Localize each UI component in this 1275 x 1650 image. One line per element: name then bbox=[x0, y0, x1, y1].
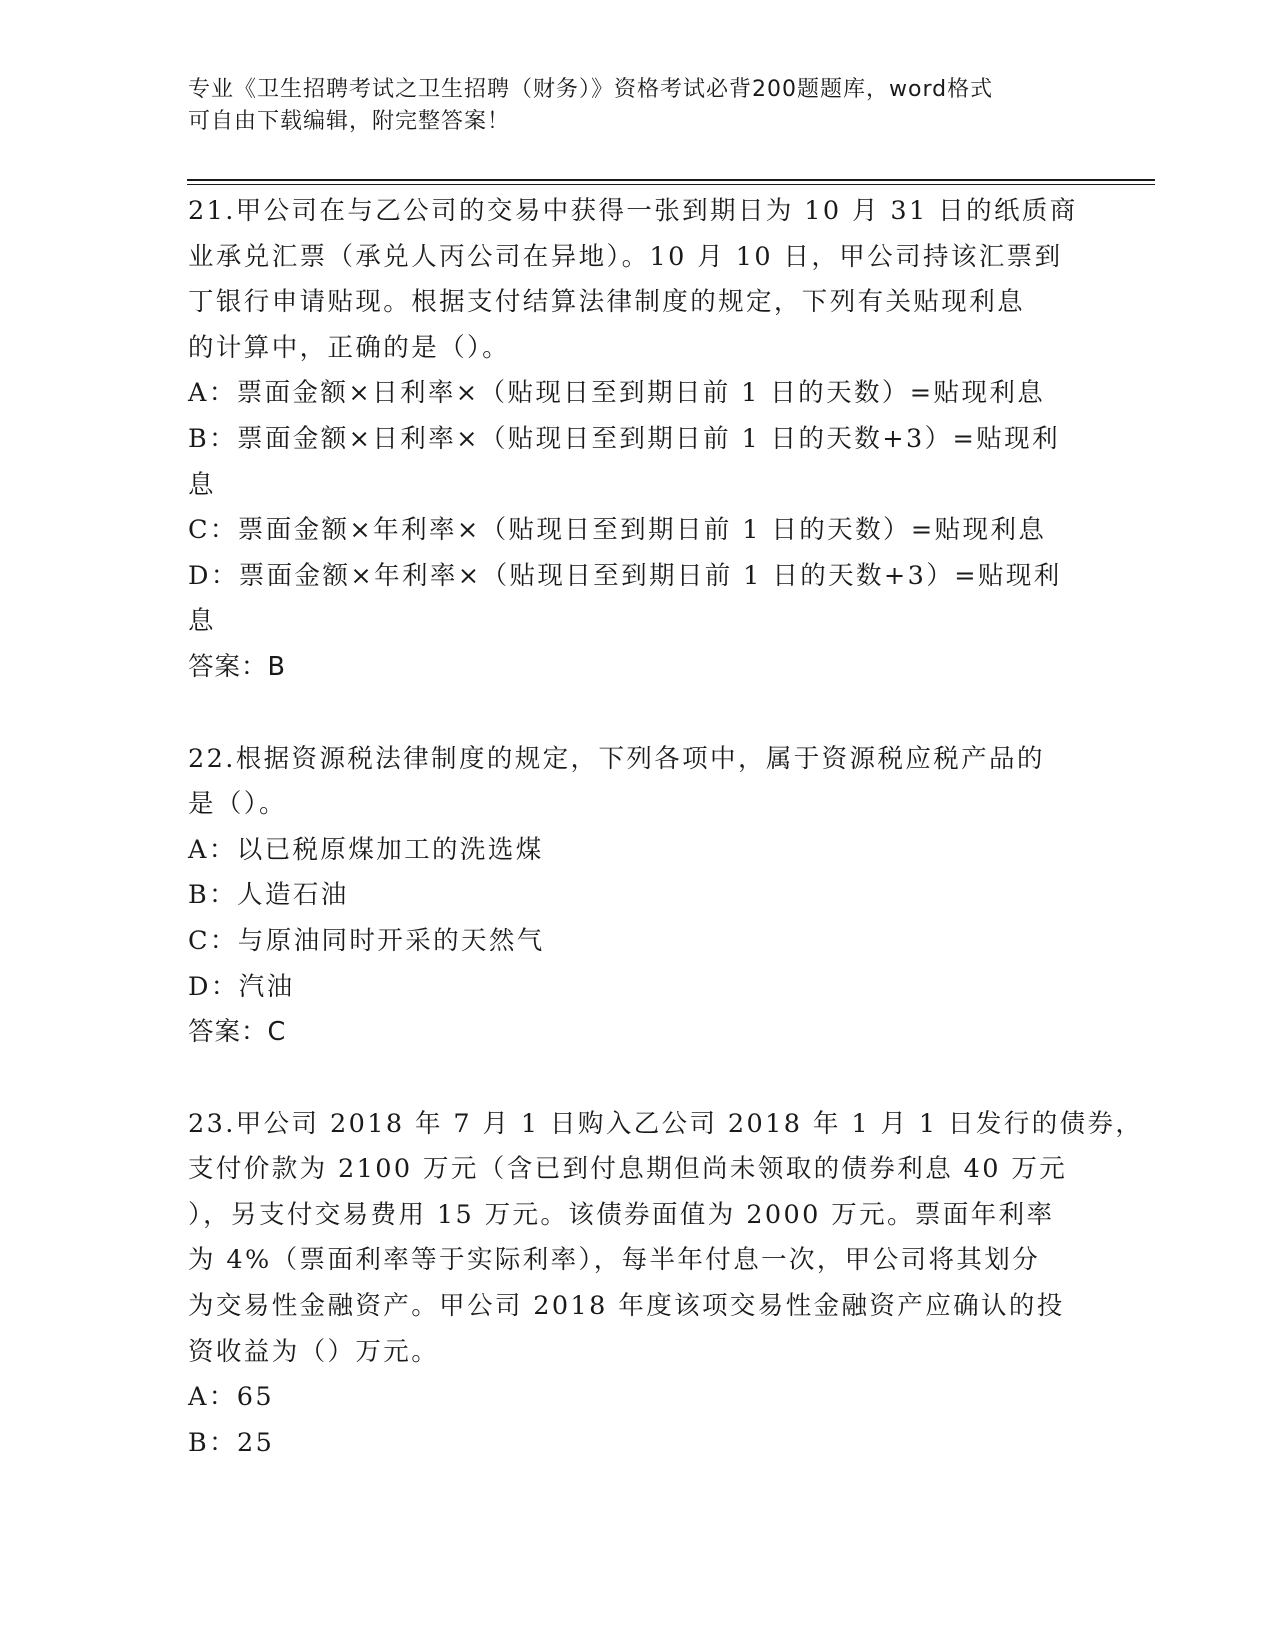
option-b: B：人造石油 bbox=[188, 880, 349, 911]
question-stem-line: 21.甲公司在与乙公司的交易中获得一张到期日为 10 月 31 日的纸质商 bbox=[188, 196, 1078, 226]
header-divider-thick bbox=[187, 179, 1155, 181]
question-stem-line: 23.甲公司 2018 年 7 月 1 日购入乙公司 2018 年 1 月 1 日发行的债券， bbox=[188, 1108, 1144, 1139]
option-b: B：票面金额×日利率×（贴现日至到期日前 1 日的天数+3）=贴现利 bbox=[188, 423, 1060, 454]
question-stem-line: 22.根据资源税法律制度的规定，下列各项中，属于资源税应税产品的 bbox=[188, 743, 1045, 774]
header-line-2: 可自由下载编辑，附完整答案！ bbox=[188, 109, 511, 134]
document-header bbox=[188, 74, 1068, 138]
question-21 bbox=[188, 189, 1088, 691]
option-a: A：票面金额×日利率×（贴现日至到期日前 1 日的天数）=贴现利息 bbox=[188, 378, 1046, 409]
header-divider-thin bbox=[187, 184, 1155, 185]
question-stem-line: ），另支付交易费用 15 万元。该债券面值为 2000 万元。票面年利率 bbox=[188, 1199, 1055, 1230]
header-line-1: 专业《卫生招聘考试之卫生招聘（财务）》资格考试必背200题题库，word格式 bbox=[188, 77, 994, 102]
question-stem-line: 丁银行申请贴现。根据支付结算法律制度的规定，下列有关贴现利息 bbox=[188, 287, 1026, 318]
question-spacer bbox=[188, 1056, 1088, 1102]
question-stem-line: 资收益为（）万元。 bbox=[188, 1336, 440, 1367]
option-b: B：25 bbox=[188, 1427, 275, 1458]
question-22 bbox=[188, 737, 1088, 1056]
question-list bbox=[188, 189, 1144, 1466]
option-c: C：票面金额×年利率×（贴现日至到期日前 1 日的天数）=贴现利息 bbox=[188, 515, 1047, 546]
option-c: C：与原油同时开采的天然气 bbox=[188, 925, 545, 956]
option-b-continued: 息 bbox=[188, 469, 216, 500]
option-d-continued: 息 bbox=[188, 606, 216, 637]
question-stem-line: 是（）。 bbox=[188, 789, 287, 820]
question-spacer bbox=[188, 691, 1088, 737]
question-stem-line: 的计算中，正确的是（）。 bbox=[188, 332, 511, 363]
answer-label: 答案：B bbox=[188, 651, 286, 682]
question-23 bbox=[188, 1102, 1144, 1467]
option-d: D：汽油 bbox=[188, 971, 295, 1002]
option-d: D：票面金额×年利率×（贴现日至到期日前 1 日的天数+3）=贴现利 bbox=[188, 560, 1062, 591]
question-stem-line: 为交易性金融资产。甲公司 2018 年度该项交易性金融资产应确认的投 bbox=[188, 1291, 1065, 1322]
answer-label: 答案：C bbox=[188, 1017, 287, 1048]
question-stem-line: 业承兑汇票（承兑人丙公司在异地）。10 月 10 日，甲公司持该汇票到 bbox=[188, 241, 1063, 272]
question-stem-line: 支付价款为 2100 万元（含已到付息期但尚未领取的债券利息 40 万元 bbox=[188, 1154, 1068, 1185]
option-a: A：65 bbox=[188, 1382, 274, 1413]
option-a: A：以已税原煤加工的洗选煤 bbox=[188, 834, 544, 865]
question-stem-line: 为 4%（票面利率等于实际利率），每半年付息一次，甲公司将其划分 bbox=[188, 1245, 1041, 1276]
